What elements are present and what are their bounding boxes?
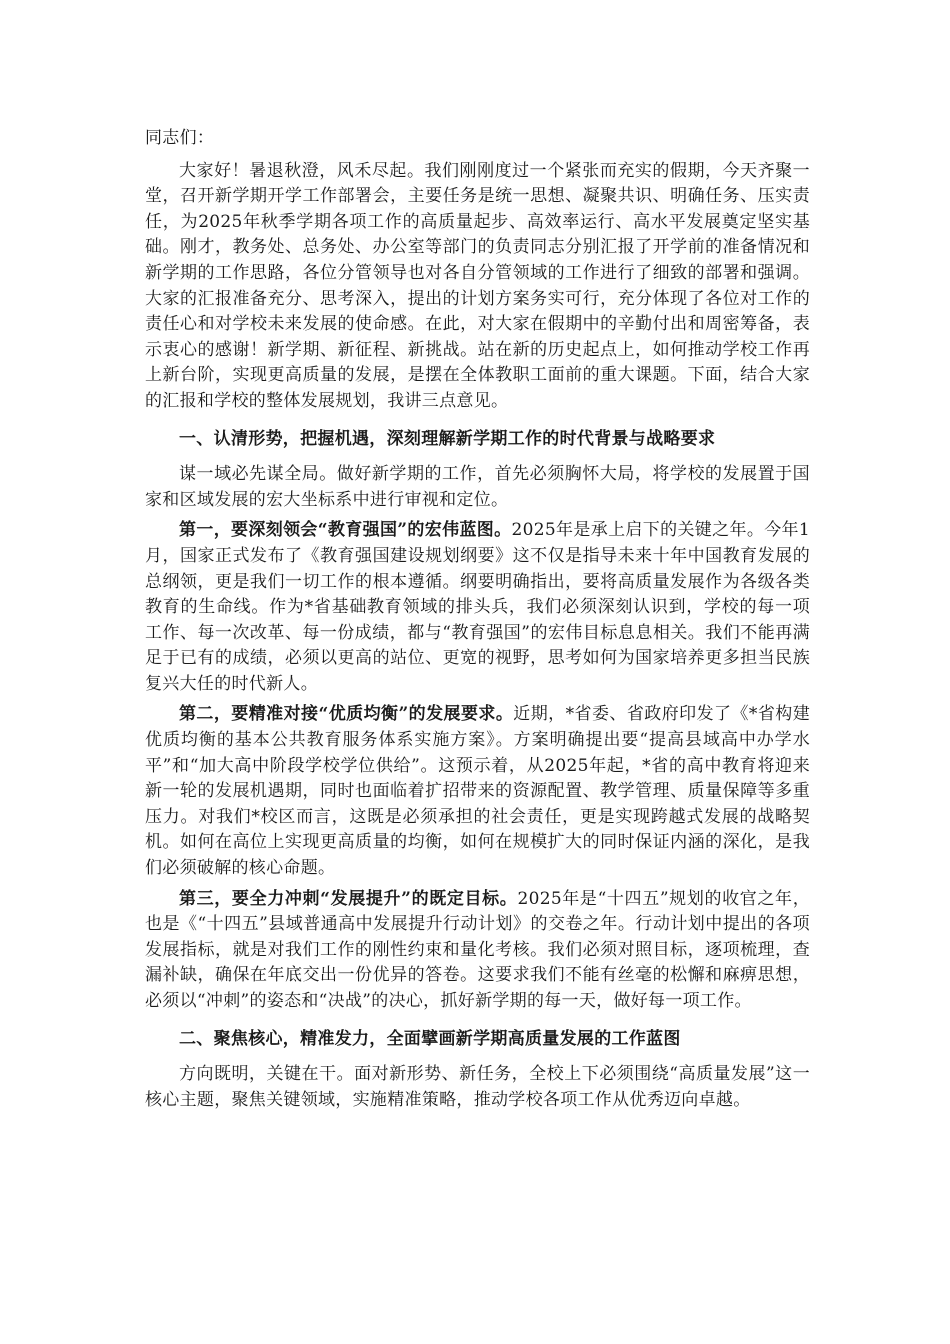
section-heading-1: 一、认清形势，把握机遇，深刻理解新学期工作的时代背景与战略要求 (179, 428, 716, 449)
section2-intro-paragraph: 方向既明，关键在干。面对新形势、新任务，全校上下必须围绕“高质量发展”这一核心主题，聚焦关键领域，实施精准策略，推动学校各项工作从优秀迈向卓越。 (145, 1064, 810, 1110)
document-body (145, 126, 810, 1113)
point3-body: 2025年是“十四五”规划的收官之年，也是《“十四五”县域普通高中发展提升行动计划》的交卷之年。行动计划中提出的各项发展指标，就是对我们工作的刚性约束和量化考核。我们必须对照目标，逐项梳理，查漏补缺，确保在年底交出一份优异的答卷。这要求我们不能有丝毫的松懈和麻痹思想，必须以“冲刺”的姿态和“决战”的决心，抓好新学期的每一天，做好每一项工作。 (145, 888, 810, 1011)
point3-lead: 第三，要全力冲刺“发展提升”的既定目标。 (179, 888, 518, 909)
section-heading-2: 二、聚焦核心，精准发力，全面擘画新学期高质量发展的工作蓝图 (179, 1028, 681, 1049)
point2-lead: 第二，要精准对接“优质均衡”的发展要求。 (179, 704, 514, 725)
salutation: 同志们： (145, 128, 215, 148)
intro-paragraph: 大家好！暑退秋澄，风禾尽起。我们刚刚度过一个紧张而充实的假期，今天齐聚一堂，召开新学期开学工作部署会，主要任务是统一思想、凝聚共识、明确任务、压实责任，为2025年秋季学期各项工作的高质量起步、高效率运行、高水平发展奠定坚实基础。刚才，教务处、总务处、办公室等部门的负责同志分别汇报了开学前的准备情况和新学期的工作思路，各位分管领导也对各自分管领域的工作进行了细致的部署和强调。大家的汇报准备充分、思考深入，提出的计划方案务实可行，充分体现了各位对工作的责任心和对学校未来发展的使命感。在此，对大家在假期中的辛勤付出和周密筹备，表示衷心的感谢！新学期、新征程、新挑战。站在新的历史起点上，如何推动学校工作再上新台阶，实现更高质量的发展，是摆在全体教职工面前的重大课题。下面，结合大家的汇报和学校的整体发展规划，我讲三点意见。 (145, 160, 810, 411)
point2-body: 近期，*省委、省政府印发了《*省构建优质均衡的基本公共教育服务体系实施方案》。方案明确提出要“提高县域高中办学水平”和“加大高中阶段学校学位供给”。这预示着，从2025年起，*省的高中教育将迎来新一轮的发展机遇期，同时也面临着扩招带来的资源配置、教学管理、质量保障等多重压力。对我们*校区而言，这既是必须承担的社会责任，更是实现跨越式发展的战略契机。如何在高位上实现更高质量的均衡，如何在规模扩大的同时保证内涵的深化，是我们必须破解的核心命题。 (145, 704, 810, 879)
point1-body: 2025年是承上启下的关键之年。今年1月，国家正式发布了《教育强国建设规划纲要》这不仅是指导未来十年中国教育发展的总纲领，更是我们一切工作的根本遵循。纲要明确指出，要将高质量发展作为各级各类教育的生命线。作为*省基础教育领域的排头兵，我们必须深刻认识到，学校的每一项工作、每一次改革、每一份成绩，都与“教育强国”的宏伟目标息息相关。我们不能再满足于已有的成绩，必须以更高的站位、更宽的视野，思考如何为国家培养更多担当民族复兴大任的时代新人。 (145, 520, 811, 694)
section1-intro-paragraph: 谋一域必先谋全局。做好新学期的工作，首先必须胸怀大局，将学校的发展置于国家和区域发展的宏大坐标系中进行审视和定位。 (145, 464, 810, 510)
section1-point3-paragraph (145, 887, 810, 1015)
section1-point2-paragraph (145, 702, 810, 881)
point1-lead: 第一，要深刻领会“教育强国”的宏伟蓝图。 (179, 520, 512, 541)
section1-point1-paragraph (145, 518, 810, 697)
